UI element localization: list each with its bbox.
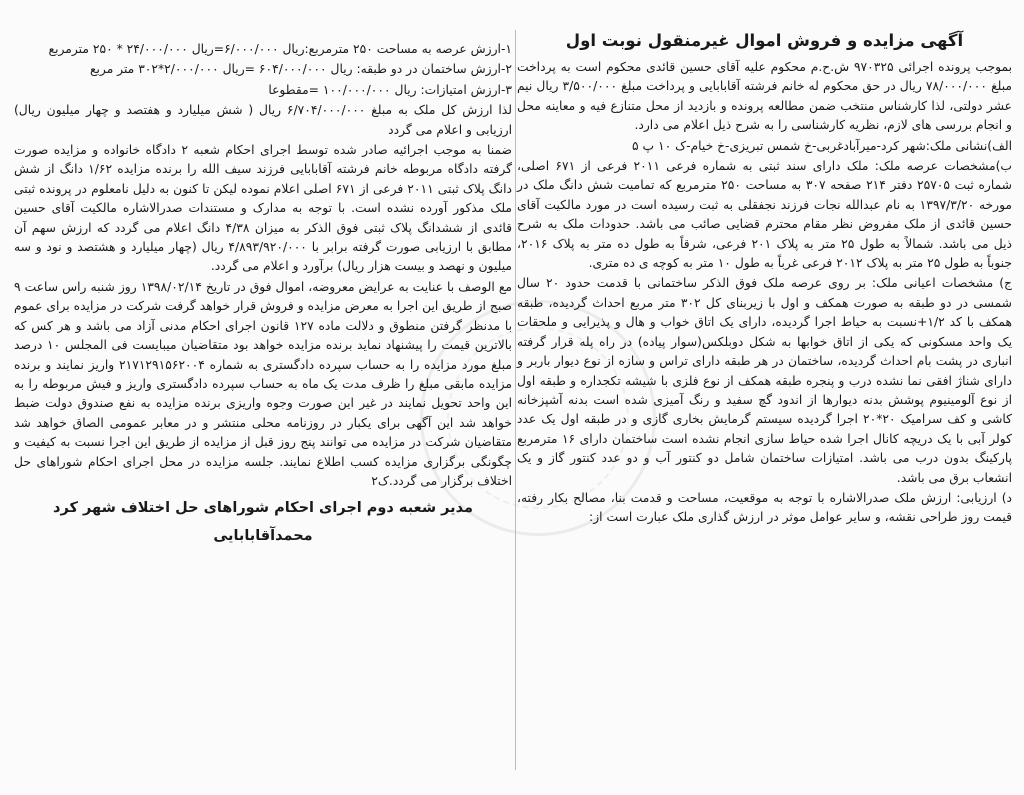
column-divider xyxy=(515,30,516,770)
paragraph-building-specs: ج) مشخصات اعیانی ملک: بر روی عرصه ملک فوق الذکر ساختمانی با قدمت حدود ۲۰ سال شمسی در دو طبقه به صورت همکف و اول با زیربنای کل ۳۰۲ متر مربع احداث گردیده، طبقه همکف با کد ۱/۲+نسبت به حیاط اجرا گردیده، دارای یک اتاق خواب و هال و پذیرایی و ملحقات یک واحد مسکونی که یکی از اتاق خوابها به شکل دوبلکس(سوار پیاده) در راه پله قرار گرفته انباری در پشت بام احداث گردیده، ساختمان در هر طبقه دارای تراس و سازه از نوع دیوار باربر و دارای شناژ افقی نما نشده درب و پنجره طبقه همکف از نوع فلزی با شیشه تکجداره و طبقه اول از نوع آلومینیوم پوشش بدنه دیوارها از اندود گچ سفید و رنگ آمیزی شده است بدنه آشپزخانه کاشی و کف سرامیک ۲۰*۲۰ اجرا گردیده سیستم گرمایش بخاری گازی و در طبقه اول یک عدد کولر آبی با یک دریچه کانال اجرا شده حیاط سازی انجام نشده است ساختمان دارای ۱۶ مترمربع پارکینگ بدون درب می باشد. امتیازات ساختمان شامل دو کنتور آب و دو عدد کنتور گاز و یک انشعاب برق می باشد. xyxy=(517,276,1013,485)
paragraph-appraisal: د) ارزیابی: ارزش ملک صدرالاشاره با توجه به موقعیت، مساحت و قدمت بنا، مصالح بکار رفته، قیمت روز طراحی نقشه، و سایر عوامل موثر در ارزش گذاری ملک عبارت است از: xyxy=(517,490,1012,525)
notice-title: آگهی مزایده و فروش اموال غیرمنقول نوبت اول xyxy=(565,31,964,50)
value-item-utilities: ۳-ارزش امتیازات: ریال ۱۰۰/۰۰۰/۰۰۰ =مقطوعا xyxy=(268,82,512,97)
value-item-building: ۲-ارزش ساختمان در دو طبقه: ریال ۶۰۴/۰۰۰/۰۰۰ =ریال ۲/۰۰۰/۰۰۰*۳۰۲ متر مربع xyxy=(89,62,512,77)
paragraph-ownership: ضمنا به موجب اجرائیه صادر شده توسط اجرای احکام شعبه ۲ دادگاه خانواده و مزایده صورت گرفته دادگاه مربوطه خانم فرشته آقابابایی فرزند سیف الله را برنده مزایده ۱/۶۲ دانگ از شش دانگ پلاک ثبتی ۲۰۱۱ فرعی از ۶۷۱ اصلی اعلام نموده لیکن تا کنون به دلیل نامعلوم در پرونده ثبتی ملک مذکور آورده نشده است. با توجه به مدارک و مستندات صدرالاشاره مالکیت آقای حسین قائدی از ششدانگ پلاک ثبتی فوق الذکر به میزان ۴/۳۸ دانگ اعلام می گردد که ارزش سهم آن مطابق با ارزیابی صورت گرفته برابر با ۴/۸۹۳/۹۲۰/۰۰۰ ریال (چهار میلیارد و هشتصد و نود و سه میلیون و نهصد و بیست هزار ریال) برآورد و اعلام می گردد. xyxy=(14,143,513,274)
paragraph-auction-terms: مع الوصف با عنایت به عرایض معروضه، اموال فوق در تاریخ ۱۳۹۸/۰۲/۱۴ روز شنبه راس ساعت ۹ صبح از طریق این اجرا به معرض مزایده و فروش قرار خواهد گرفت شرکت در مزایده برای عموم با مدنظر گرفتن منطوق و دلالت ماده ۱۲۷ قانون اجرای احکام مدنی آزاد می باشد و هر کس که بالاترین قیمت را پیشنهاد نماید برنده مزایده خواهد بود متقاضیان میبایست فی المجلس ۱۰ درصد مبلغ مورد مزایده را به حساب سپرده دادگستری به شماره ۲۱۷۱۲۹۱۵۶۲۰۰۴ واریز نمایند و برنده مزایده مابقی مبلغ را ظرف مدت یک ماه به حساب سپرده دادگستری واریز و فیش مربوطه را به این واحد تحویل نمایند در غیر این صورت وجوه واریزی برنده مزایده به نفع صندوق دولت ضبط خواهد شد این آگهی برای یکبار در روزنامه محلی منتشر و در معابر عمومی الصاق خواهد شد متقاضیان شرکت در مزایده می توانند پنج روز قبل از مزایده از طریق این اجرا نسبت به کیفیت و چگونگی برگزاری مزایده کسب اطلاع نمایند. جلسه مزایده در محل اجرای احکام شوراهای حل اختلاف برگزار می گردد.ک۲ xyxy=(14,279,512,488)
value-item-land: ۱-ارزش عرصه به مساحت ۲۵۰ مترمربع:ریال ۶/۰۰۰/۰۰۰=ریال ۲۴/۰۰۰/۰۰۰ * ۲۵۰ مترمربع xyxy=(48,42,512,56)
paragraph-intro: بموجب پرونده اجرائی ۹۷۰۳۲۵ ش.ح.م محکوم علیه آقای حسین قائدی محکوم است به پرداخت مبلغ ۷۸/۰۰۰/۰۰۰ ریال در حق محکوم له خانم فرشته آقابابایی و پرداخت مبلغ ۳/۵۰۰/۰۰۰ ریال نیم عشر دولتی، لذا کارشناس منتخب ضمن مطالعه پرونده و بازدید از محل متنازع فیه و معاینه محل و انجام بررسی های لازم، نظریه کارشناسی را به شرح ذیل اعلام می دارد. xyxy=(517,60,1012,133)
paragraph-land-specs: ب)مشخصات عرصه ملک: ملک دارای سند ثبتی به شماره فرعی ۲۰۱۱ فرعی از ۶۷۱ اصلی، شماره ثبت ۲۵۷۰۵ دفتر ۲۱۴ صفحه ۳۰۷ به مساحت ۲۵۰ مترمربع که تمامیت شش دانگ ملک در مورخه ۱۳۹۷/۳/۲۰ به نام عبدالله نجات فرزند نجفقلی به ثبت رسیده است در مورد مالکیت آقای حسین قائدی از ملک مفروض نظر مقام محترم قضایی صائب می باشد. حدودات ملک به شرح ذیل می باشد. شمالاً به طول ۲۵ متر به پلاک ۲۰۱ فرعی، شرقاً به طول ده متر به پلاک ۲۰۱۶، جنوباً به طول ۲۵ متر به پلاک ۲۰۱۲ فرعی غرباً به طول ۱۰ متر به کوچه ی ده متری. xyxy=(517,159,1013,271)
signature-title: مدیر شعبه دوم اجرای احکام شوراهای حل اختلاف شهر کرد xyxy=(53,500,473,517)
left-column xyxy=(14,40,512,547)
paragraph-address: الف)نشانی ملک:شهر کرد-میرآبادغربی-خ شمس تبریزی-خ خیام-ک ۱۰ پ ۵ xyxy=(631,138,1012,153)
paragraph-total-value: لذا ارزش کل ملک به مبلغ ۶/۷۰۴/۰۰۰/۰۰۰ ریال ( شش میلیارد و هفتصد و چهار میلیون ریال) ارزیابی و اعلام می گردد xyxy=(14,103,512,137)
right-column xyxy=(517,30,1012,529)
signature-name: محمدآقابابایی xyxy=(213,528,313,545)
